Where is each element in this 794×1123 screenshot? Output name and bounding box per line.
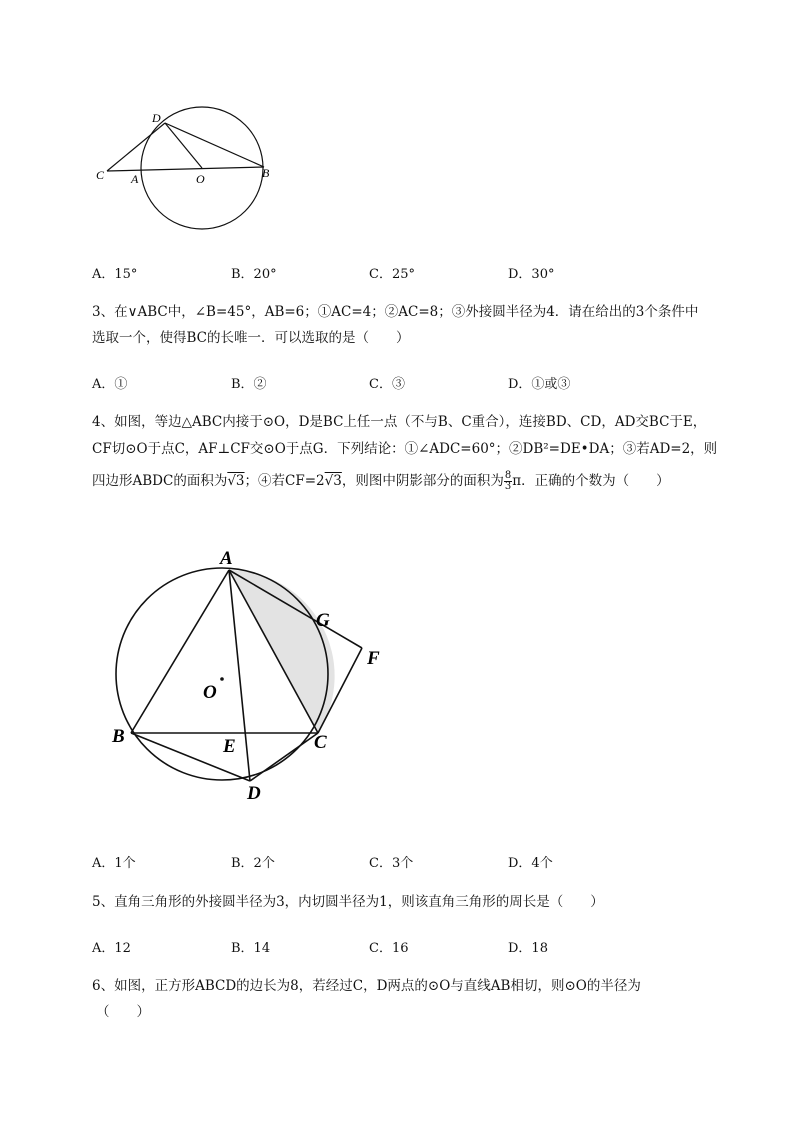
q6-line-2: （ ） bbox=[96, 1004, 150, 1020]
fig1-line-do bbox=[165, 123, 202, 168]
fig2-label-a: A bbox=[220, 548, 233, 569]
fig2-label-c: C bbox=[314, 732, 327, 753]
q4-option-d[interactable]: D．4个 bbox=[508, 856, 553, 871]
q2-option-a[interactable]: A．15° bbox=[92, 267, 138, 282]
fig2-label-o: O bbox=[203, 682, 217, 703]
fig1-line-cd bbox=[107, 123, 165, 171]
q6-line-1: 6、如图，正方形ABCD的边长为8，若经过C，D两点的⊙O与直线AB相切，则⊙O的半径为 bbox=[92, 978, 641, 994]
q4-sqrt-2: √3 bbox=[324, 473, 342, 489]
q4-sqrt-1: √3 bbox=[227, 473, 245, 489]
q2-option-b[interactable]: B．20° bbox=[231, 267, 277, 282]
fig1-label-b: B bbox=[262, 166, 270, 180]
fig1-label-o: O bbox=[196, 172, 205, 186]
fig2-label-e: E bbox=[223, 736, 236, 757]
figure-1 bbox=[90, 105, 280, 235]
q5-option-d[interactable]: D．18 bbox=[508, 941, 548, 956]
fig2-center-dot bbox=[220, 677, 224, 681]
fig2-shaded-region bbox=[229, 570, 335, 733]
q4-option-c[interactable]: C．3个 bbox=[369, 856, 414, 871]
q3-option-a[interactable]: A．① bbox=[92, 377, 128, 392]
q4-line-3 bbox=[92, 470, 670, 492]
q3-line-2: 选取一个，使得BC的长唯一．可以选取的是（ ） bbox=[92, 330, 410, 346]
q3-option-d[interactable]: D．①或③ bbox=[508, 377, 571, 392]
fig1-label-a: A bbox=[131, 172, 139, 186]
q4-line-3-c: ，则图中阴影部分的面积为 bbox=[341, 473, 504, 489]
q2-option-c[interactable]: C．25° bbox=[369, 267, 415, 282]
figure-2 bbox=[100, 540, 400, 810]
q4-option-a[interactable]: A．1个 bbox=[92, 856, 136, 871]
q4-line-2: CF切⊙O于点C，AF⊥CF交⊙O于点G．下列结论：①∠ADC=60°；②DB²=DE•DA；③若AD=2，则 bbox=[92, 441, 718, 457]
q3-option-b[interactable]: B．② bbox=[231, 377, 267, 392]
fig1-line-cb bbox=[107, 167, 264, 171]
q4-line-3-a: 四边形ABDC的面积为 bbox=[92, 473, 228, 489]
q4-fraction bbox=[504, 471, 512, 492]
q3-line-1: 3、在∨ABC中，∠B=45°，AB=6；①AC=4；②AC=8；③外接圆半径为4．请在给出的3个条件中 bbox=[92, 304, 699, 320]
q5-option-c[interactable]: C．16 bbox=[369, 941, 409, 956]
fig2-line-ab bbox=[131, 570, 229, 733]
q4-line-3-b: ；④若CF=2 bbox=[244, 473, 325, 489]
q4-option-b[interactable]: B．2个 bbox=[231, 856, 275, 871]
fig2-label-d: D bbox=[247, 783, 261, 804]
q4-line-3-d: π．正确的个数为（ ） bbox=[512, 473, 670, 489]
q4-frac-num: 8 bbox=[504, 470, 512, 481]
q5-option-b[interactable]: B．14 bbox=[231, 941, 271, 956]
q5-line-1: 5、直角三角形的外接圆半径为3，内切圆半径为1，则该直角三角形的周长是（ ） bbox=[92, 894, 604, 910]
q3-option-c[interactable]: C．③ bbox=[369, 377, 405, 392]
fig2-label-f: F bbox=[367, 648, 380, 669]
q2-option-d[interactable]: D．30° bbox=[508, 267, 555, 282]
q4-line-1: 4、如图，等边△ABC内接于⊙O，D是BC上任一点（不与B、C重合），连接BD、CD，AD交BC于E， bbox=[92, 414, 707, 430]
fig2-label-b: B bbox=[112, 726, 125, 747]
fig2-line-cd bbox=[250, 733, 318, 781]
fig2-label-g: G bbox=[316, 610, 330, 631]
q4-frac-den: 3 bbox=[504, 481, 512, 492]
fig1-label-d: D bbox=[152, 111, 161, 125]
fig1-label-c: C bbox=[96, 168, 105, 182]
q5-option-a[interactable]: A．12 bbox=[92, 941, 131, 956]
